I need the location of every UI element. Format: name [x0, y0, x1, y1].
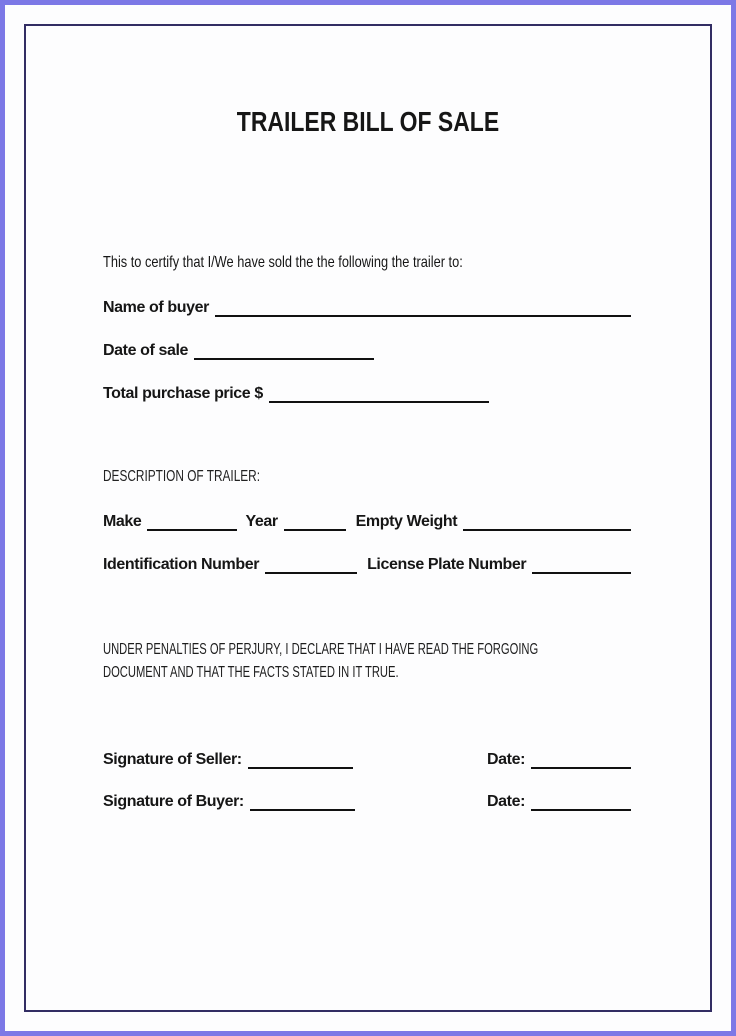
intro-text — [103, 254, 553, 272]
make-year-weight-row — [103, 512, 631, 531]
buyer-signature-group — [103, 792, 355, 811]
seller-date-line — [531, 753, 631, 769]
signature-of-buyer-label: Signature of Buyer: — [103, 793, 244, 810]
name-of-buyer-row — [103, 298, 631, 317]
buyer-date-group — [487, 792, 631, 811]
license-plate-number-line — [532, 558, 631, 574]
perjury-declaration — [103, 638, 725, 684]
seller-date-label: Date: — [486, 751, 525, 768]
buyer-signature-row — [103, 792, 631, 811]
total-purchase-price-label: Total purchase price $ — [103, 385, 263, 402]
signature-of-buyer-line — [250, 795, 355, 811]
buyer-date-line — [531, 795, 631, 811]
name-of-buyer-line — [215, 301, 631, 317]
signature-of-seller-label: Signature of Seller: — [103, 751, 242, 768]
id-plate-row — [103, 555, 631, 574]
license-plate-number-label: License Plate Number — [367, 556, 527, 573]
page-title-text: TRAILER BILL OF SALE — [236, 106, 500, 137]
buyer-date-label: Date: — [486, 793, 525, 810]
identification-number-label: Identification Number — [103, 556, 260, 573]
date-of-sale-label: Date of sale — [103, 342, 189, 359]
empty-weight-label: Empty Weight — [355, 513, 458, 530]
date-of-sale-line — [194, 344, 374, 360]
identification-number-line — [265, 558, 357, 574]
seller-signature-row — [103, 750, 631, 769]
total-purchase-price-row — [103, 384, 631, 403]
make-line — [147, 515, 237, 531]
seller-date-group — [487, 750, 631, 769]
description-of-trailer-heading — [103, 468, 315, 486]
page-title — [26, 106, 710, 138]
inner-border-frame — [24, 24, 712, 1012]
intro-text-line: This to certify that I/We have sold the the following the trailer to: — [103, 254, 463, 271]
empty-weight-line — [463, 515, 631, 531]
year-label: Year — [245, 513, 278, 530]
description-of-trailer-heading-text: DESCRIPTION OF TRAILER: — [103, 468, 261, 485]
name-of-buyer-label: Name of buyer — [103, 299, 209, 316]
total-purchase-price-line — [269, 387, 489, 403]
perjury-declaration-line-2: DOCUMENT AND THAT THE FACTS STATED IN IT TRUE. — [103, 664, 399, 681]
seller-signature-group — [103, 750, 353, 769]
perjury-declaration-line-1: UNDER PENALTIES OF PERJURY, I DECLARE THAT I HAVE READ THE FORGOING — [103, 641, 539, 658]
signature-of-seller-line — [248, 753, 353, 769]
year-line — [284, 515, 346, 531]
date-of-sale-row — [103, 341, 631, 360]
make-label: Make — [103, 513, 142, 530]
